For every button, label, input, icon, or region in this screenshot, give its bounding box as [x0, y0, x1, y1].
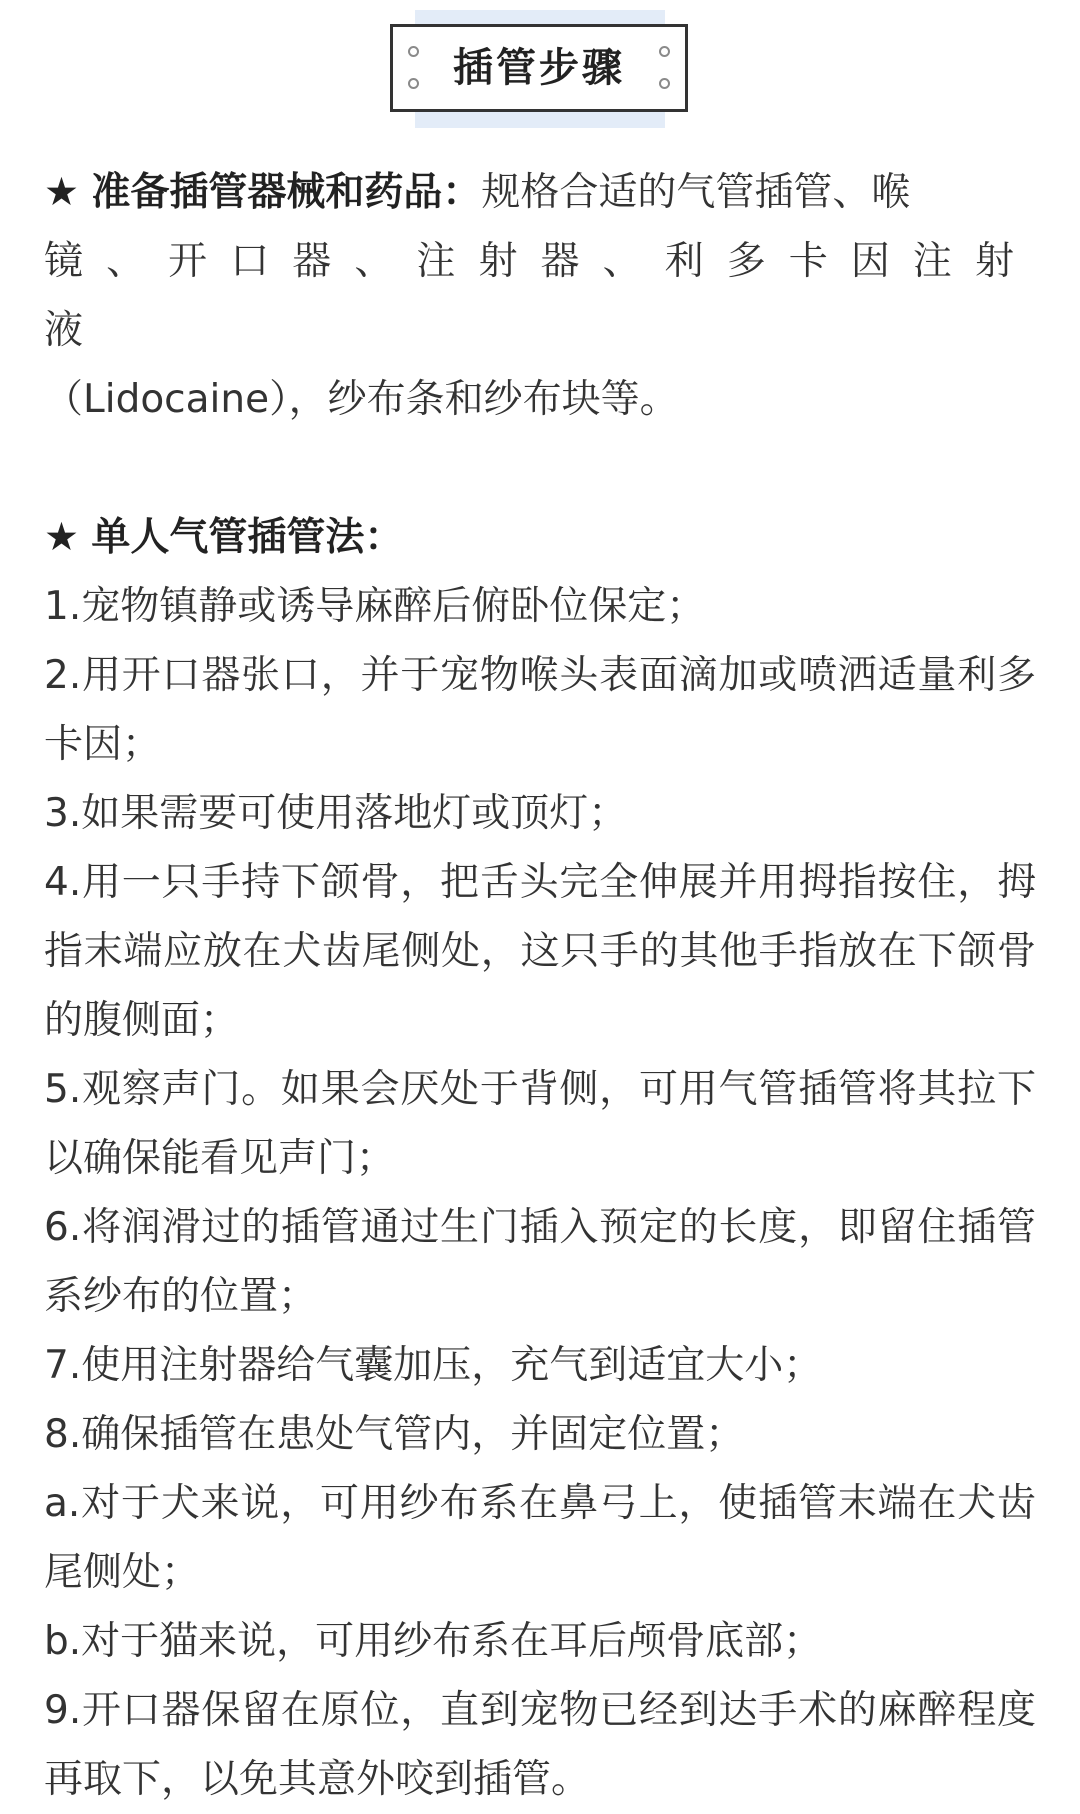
- prep-text-line1: 规格合适的气管插管、喉: [481, 170, 911, 215]
- step-subitem: a.对于犬来说，可用纱布系在鼻弓上，使插管末端在犬齿尾侧处；: [44, 1481, 1036, 1595]
- article-body: [44, 158, 1036, 1814]
- method-heading: [44, 503, 1036, 572]
- step-item: 2.用开口器张口，并于宠物喉头表面滴加或喷洒适量利多卡因；: [44, 653, 1036, 767]
- step-item: 9.开口器保留在原位，直到宠物已经到达手术的麻醉程度再取下，以免其意外咬到插管。: [44, 1688, 1036, 1802]
- title-box: [390, 24, 688, 112]
- star-icon: ★: [44, 515, 79, 560]
- step-item: 1.宠物镇静或诱导麻醉后俯卧位保定；: [44, 584, 706, 629]
- step-item: 4.用一只手持下颌骨，把舌头完全伸展并用拇指按住，拇指末端应放在犬齿尾侧处，这只手的其他手指放在下颌骨的腹侧面；: [44, 860, 1036, 1043]
- step-item: 3.如果需要可使用落地灯或顶灯；: [44, 791, 628, 836]
- prep-paragraph: [44, 158, 1036, 434]
- step-item: 6.将润滑过的插管通过生门插入预定的长度，即留住插管系纱布的位置；: [44, 1205, 1036, 1319]
- step-item: 8.确保插管在患处气管内，并固定位置；: [44, 1412, 745, 1457]
- step-item: 7.使用注射器给气囊加压，充气到适宜大小；: [44, 1343, 823, 1388]
- prep-label: 准备插管器械和药品：: [91, 170, 482, 215]
- prep-text-line3: （Lidocaine），纱布条和纱布块等。: [44, 377, 679, 422]
- step-subitem: b.对于猫来说，可用纱布系在耳后颅骨底部；: [44, 1619, 823, 1664]
- star-icon: ★: [44, 170, 79, 215]
- step-item: 5.观察声门。如果会厌处于背侧，可用气管插管将其拉下以确保能看见声门；: [44, 1067, 1036, 1181]
- prep-text-line2: 镜、开口器、注射器、利多卡因注射液: [44, 239, 1036, 353]
- method-label: 单人气管插管法：: [91, 515, 404, 560]
- page-title: 插管步骤: [453, 45, 625, 91]
